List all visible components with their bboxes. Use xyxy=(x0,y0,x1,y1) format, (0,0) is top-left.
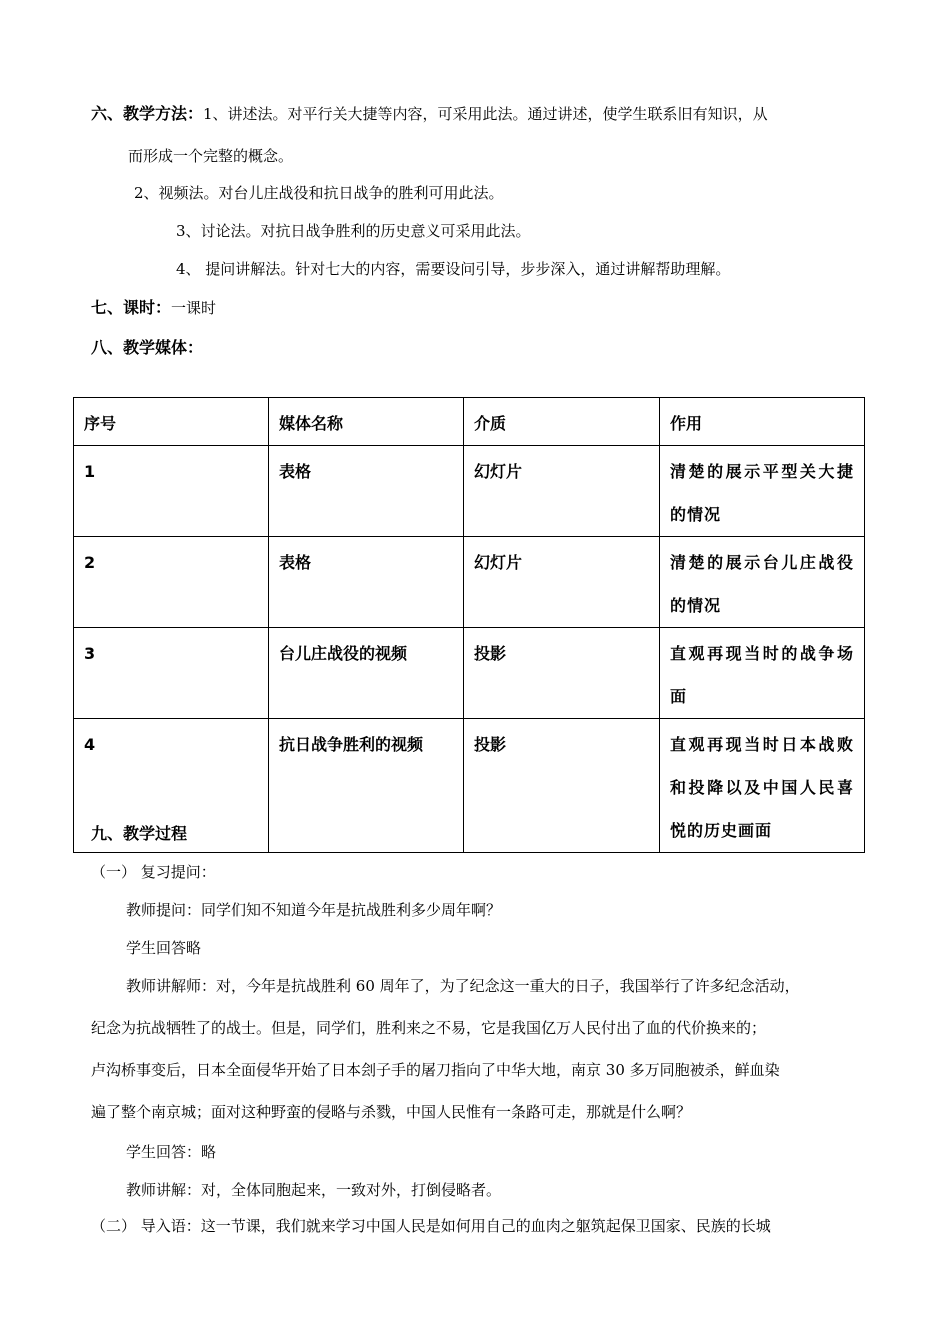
cell-use: 直观再现当时日本战败和投降以及中国人民喜悦的历史画面 xyxy=(660,719,865,853)
method-3-text: 3、讨论法。对抗日战争胜利的历史意义可采用此法。 xyxy=(176,222,531,240)
cell-medium: 幻灯片 xyxy=(464,537,660,628)
cell-use: 清楚的展示台儿庄战役的情况 xyxy=(660,537,865,628)
method-2-text: 2、视频法。对台儿庄战役和抗日战争的胜利可用此法。 xyxy=(134,184,504,202)
cell-medium: 投影 xyxy=(464,719,660,853)
cell-no: 4 xyxy=(74,719,269,853)
cell-medium: 幻灯片 xyxy=(464,446,660,537)
method-1-continuation: 而形成一个完整的概念。 xyxy=(128,147,294,165)
subsection-intro: （二） 导入语：这一节课，我们就来学习中国人民是如何用自己的血肉之躯筑起保卫国家、民族的长城 xyxy=(91,1217,771,1235)
header-cell-use: 作用 xyxy=(660,398,865,446)
table-header-row xyxy=(74,398,865,446)
paragraph-teacher-explain-l4: 遍了整个南京城；面对这种野蛮的侵略与杀戮，中国人民惟有一条路可走，那就是什么啊？ xyxy=(91,1103,692,1121)
cell-name: 表格 xyxy=(269,537,464,628)
table-row xyxy=(74,446,865,537)
table-row xyxy=(74,719,865,853)
cell-no: 3 xyxy=(74,628,269,719)
cell-name: 表格 xyxy=(269,446,464,537)
section-6-heading: 六、教学方法： xyxy=(91,104,204,123)
cell-name: 台儿庄战役的视频 xyxy=(269,628,464,719)
section-9-heading: 九、教学过程 xyxy=(91,824,188,843)
paragraph-teacher-question: 教师提问：同学们知不知道今年是抗战胜利多少周年啊？ xyxy=(126,901,502,919)
header-cell-medium: 介质 xyxy=(464,398,660,446)
subsection-review: （一） 复习提问： xyxy=(91,863,216,881)
header-cell-no: 序号 xyxy=(74,398,269,446)
paragraph-teacher-explain-2: 教师讲解：对，全体同胞起来，一致对外，打倒侵略者。 xyxy=(126,1181,502,1199)
paragraph-student-answer: 学生回答略 xyxy=(126,939,202,957)
method-1-text: 1、讲述法。对平行关大捷等内容，可采用此法。通过讲述，使学生联系旧有知识，从 xyxy=(203,105,768,123)
section-8-heading: 八、教学媒体： xyxy=(91,338,204,357)
class-hours-value: 一课时 xyxy=(171,299,217,317)
cell-use: 直观再现当时的战争场面 xyxy=(660,628,865,719)
teaching-methods-line-1 xyxy=(91,104,768,124)
paragraph-teacher-explain-l1: 教师讲解师：对，今年是抗战胜利 60 周年了，为了纪念这一重大的日子，我国举行了许多纪念活动， xyxy=(126,977,800,995)
cell-no: 1 xyxy=(74,446,269,537)
cell-name: 抗日战争胜利的视频 xyxy=(269,719,464,853)
header-cell-name: 媒体名称 xyxy=(269,398,464,446)
section-7-heading: 七、课时： xyxy=(91,298,172,317)
cell-medium: 投影 xyxy=(464,628,660,719)
cell-use: 清楚的展示平型关大捷的情况 xyxy=(660,446,865,537)
class-hours-line xyxy=(91,298,216,318)
teaching-media-table xyxy=(73,397,865,853)
paragraph-student-answer-2: 学生回答：略 xyxy=(126,1143,217,1161)
table-row xyxy=(74,537,865,628)
table-row xyxy=(74,628,865,719)
paragraph-teacher-explain-l3: 卢沟桥事变后，日本全面侵华开始了日本刽子手的屠刀指向了中华大地，南京 30 多万同胞被杀，鲜血染 xyxy=(91,1061,780,1079)
cell-no: 2 xyxy=(74,537,269,628)
method-4-text: 4、 提问讲解法。针对七大的内容，需要设问引导，步步深入，通过讲解帮助理解。 xyxy=(176,260,731,278)
paragraph-teacher-explain-l2: 纪念为抗战牺牲了的战士。但是，同学们，胜利来之不易，它是我国亿万人民付出了血的代价换来的； xyxy=(91,1019,767,1037)
